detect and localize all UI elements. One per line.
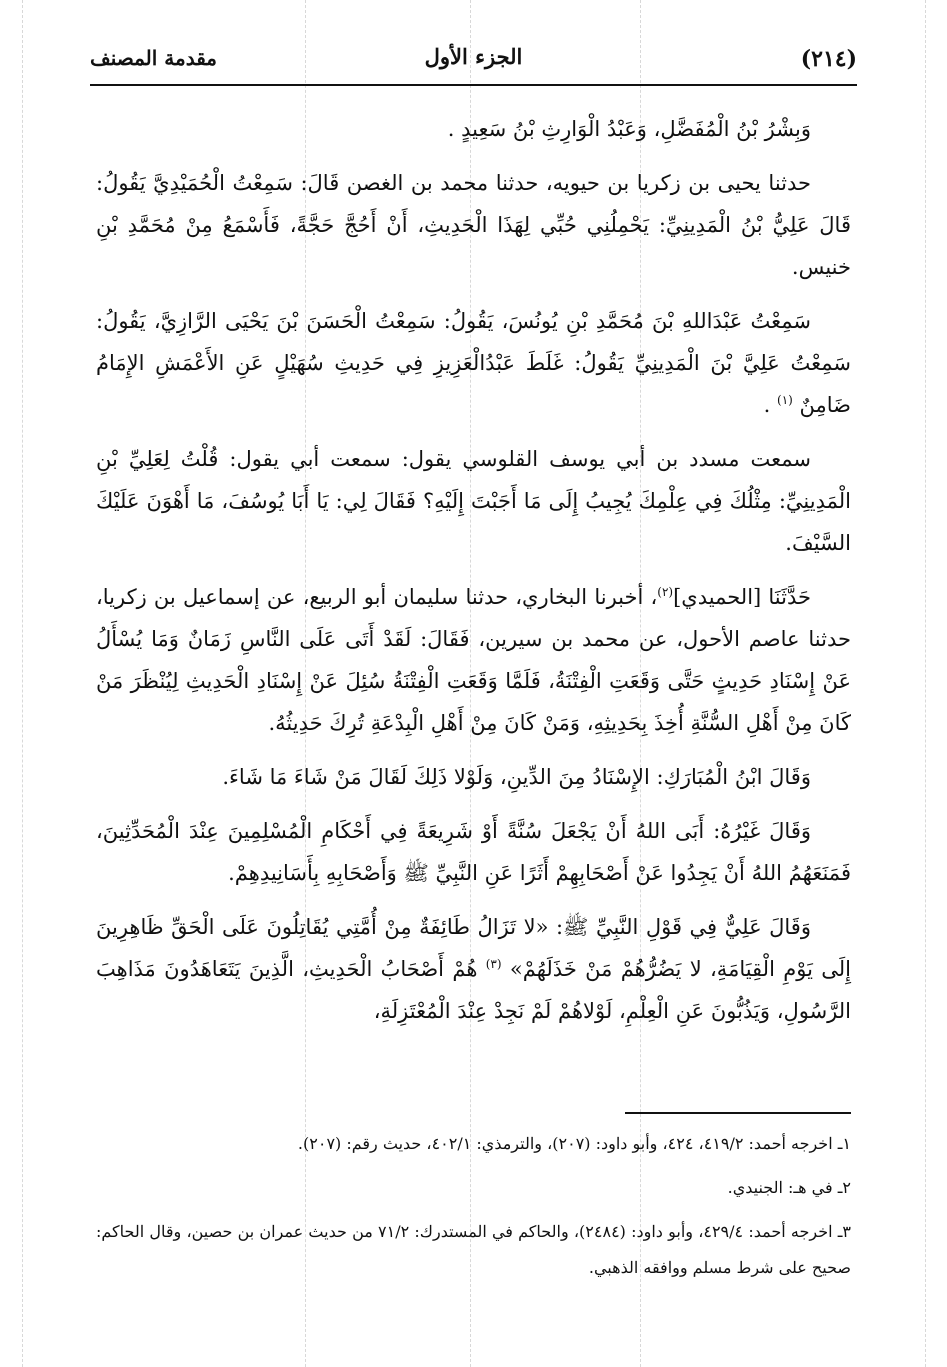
page-number: (٢١٤) [800,46,857,72]
scan-guide-line [22,0,23,1367]
scan-guide-line [925,0,926,1367]
header-rule [90,84,857,86]
paragraph: سمعت مسدد بن أبي يوسف القلوسي يقول: سمعت أبي يقول: قُلْتُ لِعَلِيِّ بْنِ الْمَدِينِيِّ: مِثْلُكَ فِي عِلْمِكَ يُجِيبُ إِلَى مَا أَجَبْتَ إِلَيْهِ؟ فَقَالَ لِي: يَا أَبَا يُوسُفَ، مَا أَهْوَنَ عَلَيْكَ السَّيْفَ. [96,447,851,555]
footnote-ref: (٣) [485,957,502,971]
footnote-rule [625,1112,851,1114]
paragraph: وَبِشْرُ بْنُ الْمُفَضَّلِ، وَعَبْدُ الْوَارِثِ بْنُ سَعِيدٍ . [447,117,811,141]
footnote-ref: (٢) [657,585,674,599]
paragraph: حَدَّثَنَا [الحميدي]$^{(٢)}$، أخبرنا البخاري، حدثنا سليمان أبو الربيع، عن إسماعيل بن زكريا، حدثنا عاصم الأحول، عن محمد بن سيرين، فَقَالَ: لَقَدْ أَتَى عَلَى النَّاسِ زَمَانٌ وَمَا يُسْأَلُ عَنْ إِسْنَادِ حَدِيثٍ حَتَّى وَقَعَتِ الْفِتْنَةُ، فَلَمَّا وَقَعَتِ الْفِتْنَةُ سُئِلَ عَنْ إِسْنَادِ الْحَدِيثِ لِيُنْظَرَ مَنْ كَانَ مِنْ أَهْلِ السُّنَّةِ أُخِذَ بِحَدِيثِهِ، وَمَنْ كَانَ مِنْ أَهْلِ الْبِدْعَةِ تُرِكَ حَدِيثُهُ. [96,585,851,735]
paragraph: سَمِعْتُ عَبْدَاللهِ بْنَ مُحَمَّدِ بْنِ يُونُسَ، يَقُولُ: سَمِعْتُ الْحَسَنَ بْنَ يَحْيَى الرَّازِيَّ، يَقُولُ: سَمِعْتُ عَلِيَّ بْنَ الْمَدِينِيِّ يَقُولُ: غَلَطَ عَبْدُالْعَزِيزِ فِي حَدِيثِ سُهَيْلٍ عَنِ الأَعْمَشِ الإِمَامُ ضَامِنٌ $^{(١)}$ . [96,309,851,417]
main-text [96,108,851,1044]
paragraph: وَقَالَ غَيْرُهُ: أَبَى اللهُ أَنْ يَجْعَلَ سُنَّةً أَوْ شَرِيعَةً فِي أَحْكَامِ الْمُسْلِمِينَ عِنْدَ الْمُحَدِّثِينَ، فَمَنَعَهُمُ اللهُ أَنْ يَجِدُوا عَنْ أَصْحَابِهِمْ أَثَرًا عَنِ النَّبِيِّ ﷺ وَأَصْحَابِهِ بِأَسَانِيدِهِمْ. [96,819,851,885]
section-title: مقدمة المصنف [90,46,218,70]
footnote-ref: (١) [777,393,793,407]
paragraph: وَقَالَ عَلِيٌّ فِي قَوْلِ النَّبِيِّ ﷺ: «لا تَزَالُ طَائِفَةٌ مِنْ أُمَّتِي يُقَاتِلُونَ عَلَى الْحَقِّ ظَاهِرِينَ إِلَى يَوْمِ الْقِيَامَةِ، لا يَضُرُّهُمْ مَنْ خَذَلَهُمْ» $^{(٣)}$ هُمْ أَصْحَابُ الْحَدِيثِ، الَّذِينَ يَتَعَاهَدُونَ مَذَاهِبَ الرَّسُولِ، وَيَذُبُّونَ عَنِ الْعِلْمِ، لَوْلاهُمْ لَمْ نَجِدْ عِنْدَ الْمُعْتَزِلَةِ، [96,915,851,1023]
paragraph: وَقَالَ ابْنُ الْمُبَارَكِ: الإِسْنَادُ مِنَ الدِّينِ، وَلَوْلا ذَلِكَ لَقَالَ مَنْ شَاءَ مَا شَاءَ. [222,765,811,789]
page-header [90,42,857,82]
paragraph: حدثنا يحيى بن زكريا بن حيويه، حدثنا محمد بن الغصن قَالَ: سَمِعْتُ الْحُمَيْدِيَّ يَقُولُ: قَالَ عَلِيُّ بْنُ الْمَدِينِيِّ: يَحْمِلُنِي حُبِّي لِهَذَا الْحَدِيثِ، أَنْ أَحُجَّ حَجَّةً، فَأَسْمَعُ مِنْ مُحَمَّدِ بْنِ خنيس. [96,171,851,279]
footnote: ٣ـ اخرجه أحمد: ٤٢٩/٤، وأبو داود: (٢٤٨٤)، والحاكم في المستدرك: ٧١/٢ من حديث عمران بن حصين، وقال الحاكم: صحيح على شرط مسلم ووافقه الذهبي. [96,1222,852,1277]
footnote: ٢ـ في هـ: الجنيدي. [727,1178,851,1197]
volume-title: الجزء الأول [424,44,523,69]
footnote: ١ـ اخرجه أحمد: ٤١٩/٢، ٤٢٤، وأبو داود: (٢٠٧)، والترمذي: ٤٠٢/١، حديث رقم: (٢٠٧). [297,1134,851,1153]
footnotes [96,1126,851,1294]
